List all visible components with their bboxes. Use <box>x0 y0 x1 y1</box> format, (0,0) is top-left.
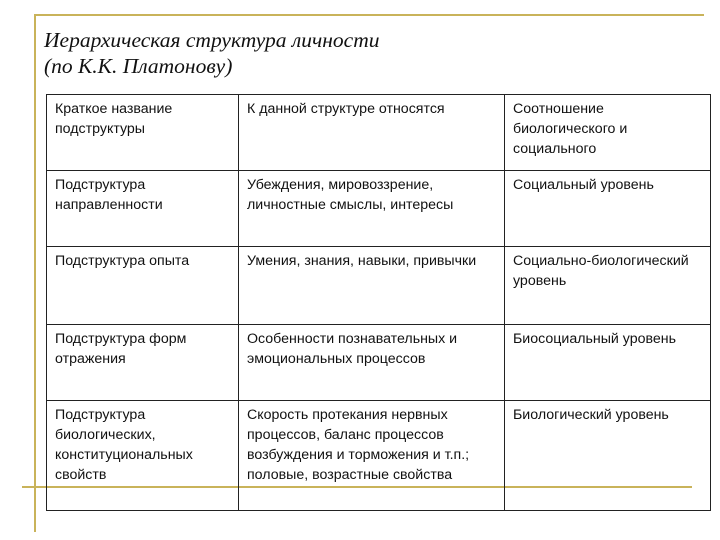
table-cell: Подструктура форм отражения <box>47 325 239 401</box>
header-cell-contents: К данной структуре относятся <box>239 95 505 171</box>
header-cell-substructure: Краткое название подструктуры <box>47 95 239 171</box>
decorative-vertical-rule <box>34 14 36 532</box>
table-cell: Скорость протекания нервных процессов, баланс процессов возбуждения и торможения и т.п.; половые, возрастные свойства <box>239 401 505 511</box>
table-row <box>47 247 711 325</box>
table-cell: Социально-биологический уровень <box>505 247 711 325</box>
table-cell: Биосоциальный уровень <box>505 325 711 401</box>
table-cell: Биологический уровень <box>505 401 711 511</box>
table-row <box>47 325 711 401</box>
table-cell: Подструктура опыта <box>47 247 239 325</box>
table-cell: Подструктура биологических, конституциональных свойств <box>47 401 239 511</box>
personality-structure-table <box>46 94 711 511</box>
table-row <box>47 171 711 247</box>
table-row <box>47 401 711 511</box>
table-cell: Особенности познавательных и эмоциональных процессов <box>239 325 505 401</box>
decorative-top-rule <box>34 14 704 16</box>
table-cell: Социальный уровень <box>505 171 711 247</box>
slide-title-line-2: (по К.К. Платонову) <box>44 54 233 78</box>
table-header-row <box>47 95 711 171</box>
table-cell: Умения, знания, навыки, привычки <box>239 247 505 325</box>
table-cell: Подструктура направленности <box>47 171 239 247</box>
table-cell: Убеждения, мировоззрение, личностные смыслы, интересы <box>239 171 505 247</box>
header-cell-bio-social-ratio: Соотношение биологического и социального <box>505 95 711 171</box>
slide-title <box>44 27 379 79</box>
slide-title-line-1: Иерархическая структура личности <box>44 28 380 52</box>
